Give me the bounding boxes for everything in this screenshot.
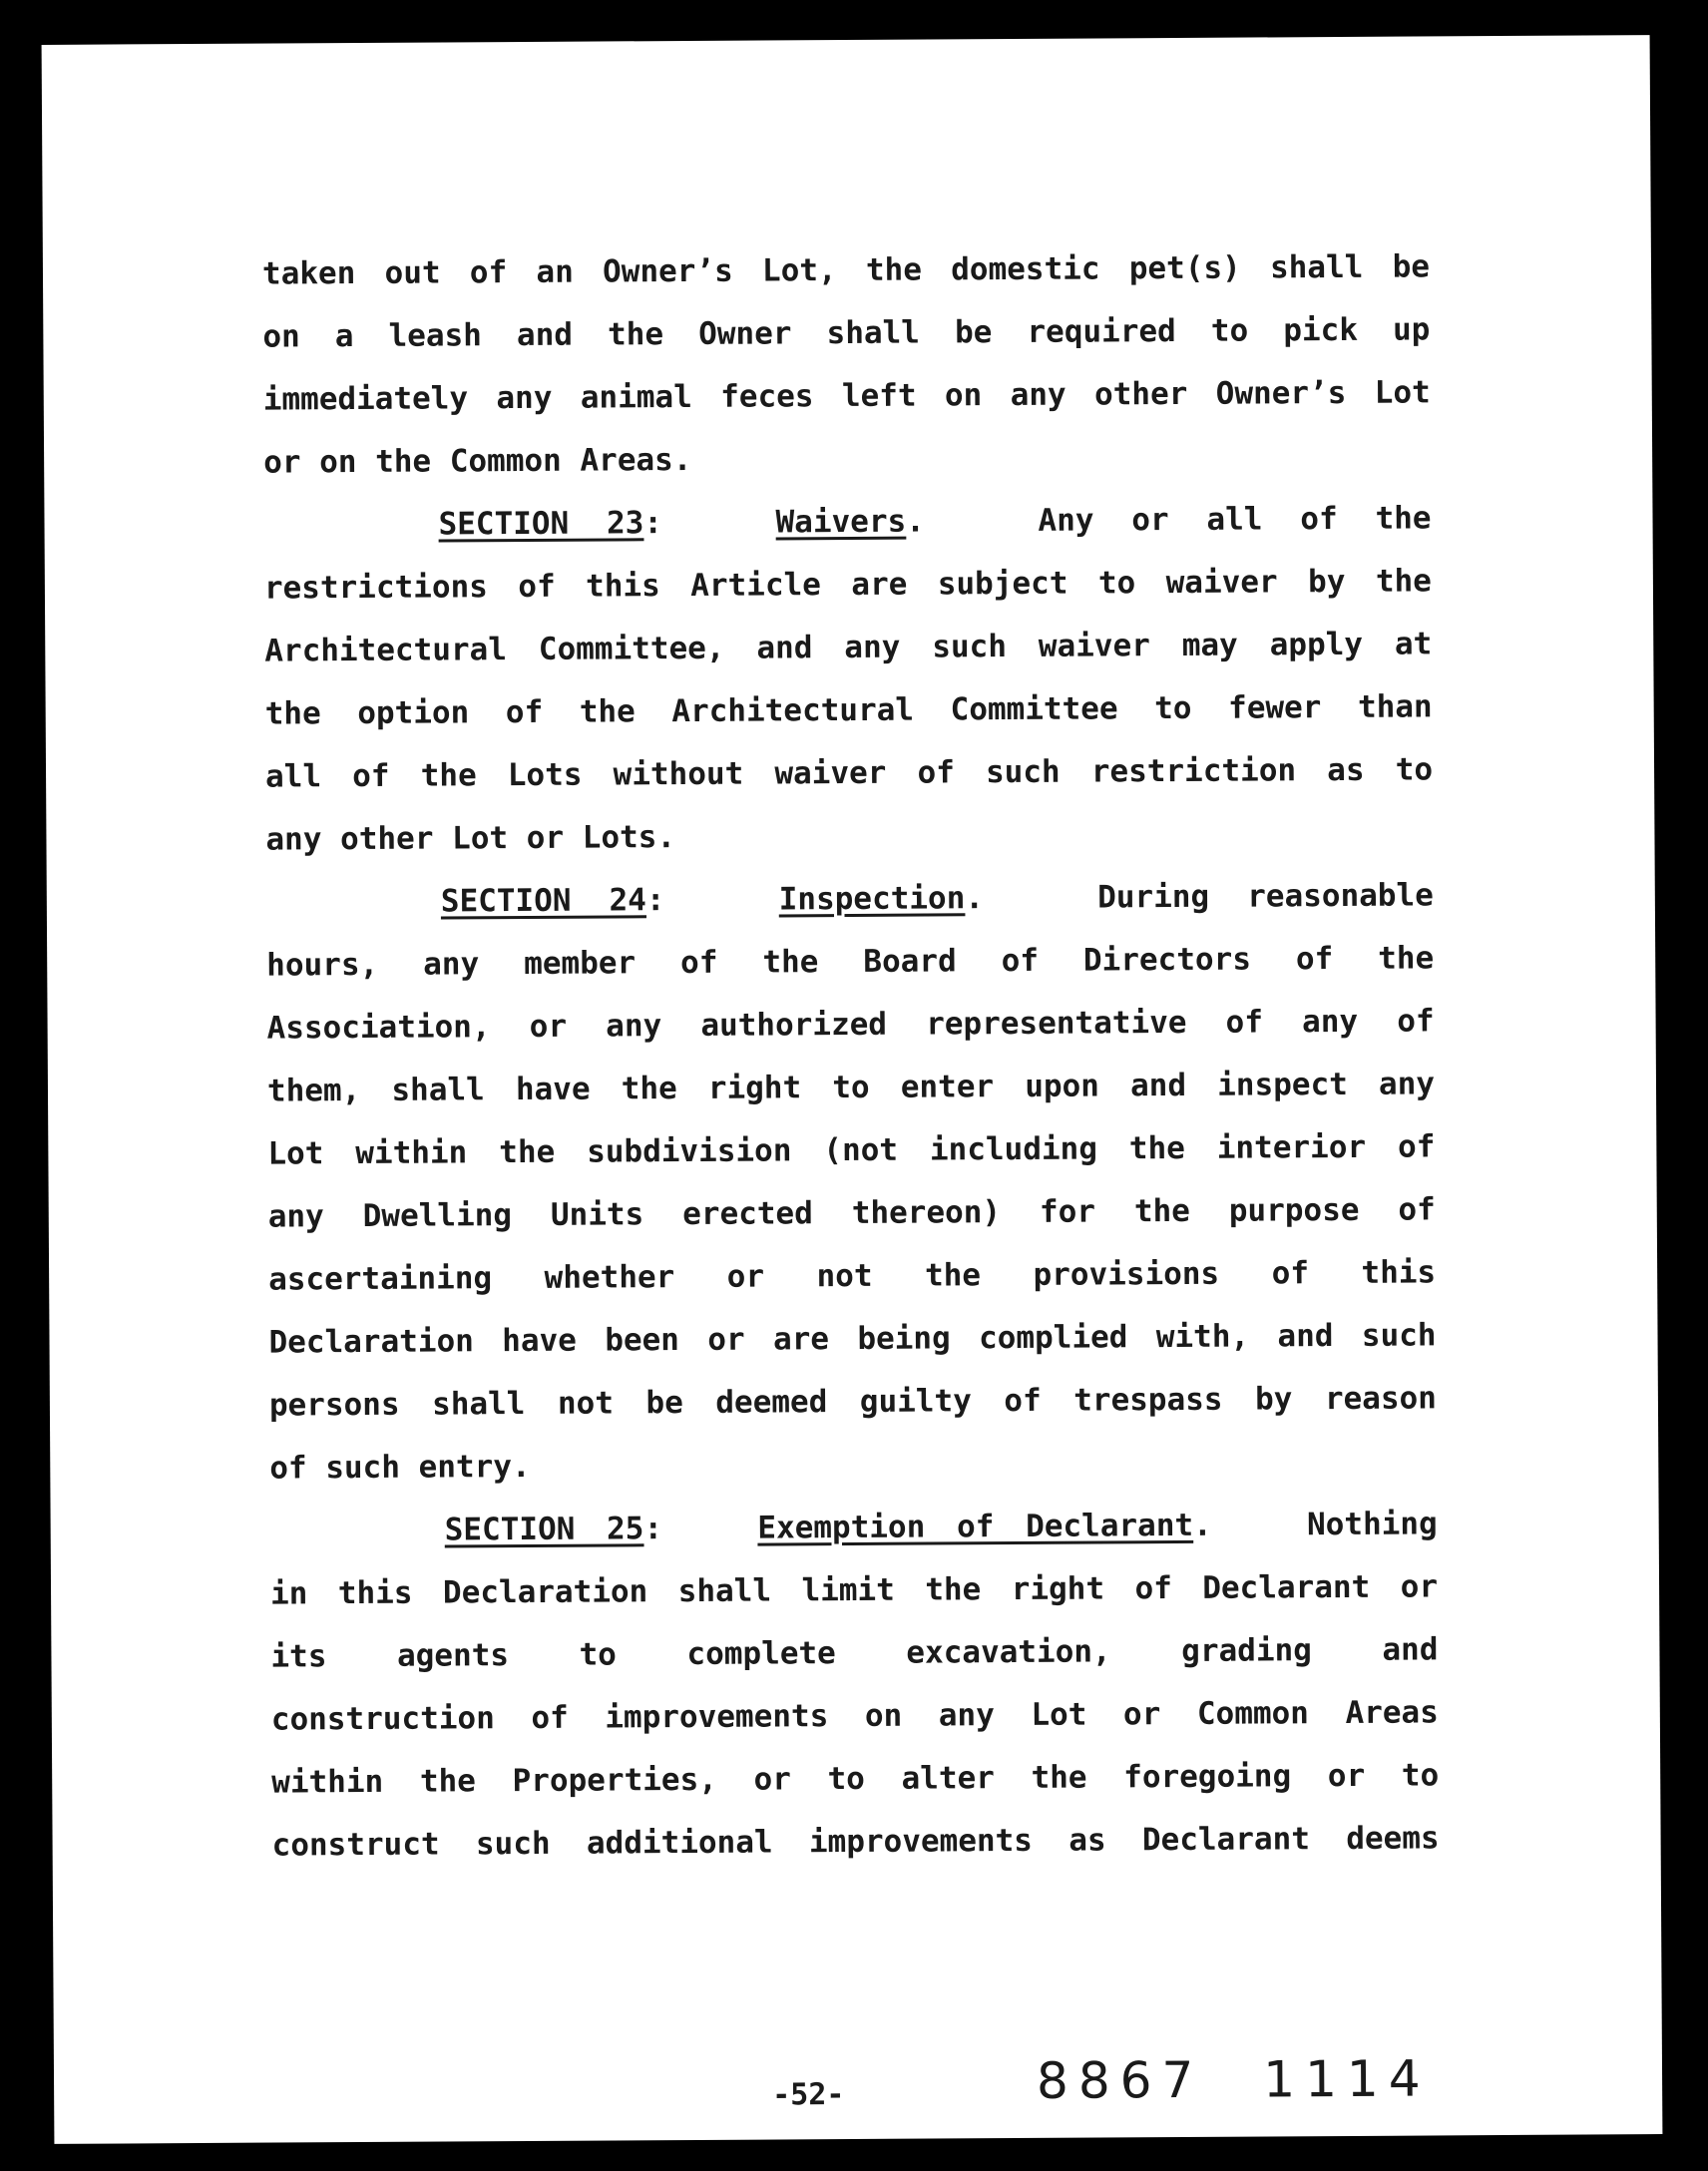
text-line: them, shall have the right to enter upon and inspect any (266, 1066, 1436, 1109)
section-first-line-text: Nothing (1306, 1506, 1438, 1543)
section-label: SECTION 25 (444, 1511, 644, 1548)
text-line: the option of the Architectural Committee to fewer than (264, 688, 1433, 732)
section-heading-line: SECTION 25: Exemption of Declarant. Nothing (444, 1506, 1438, 1548)
section-heading: Exemption of Declarant (757, 1507, 1194, 1546)
paragraph-pet-leash (262, 235, 1432, 494)
text-line: restrictions of this Article are subject to waiver by the (263, 563, 1433, 607)
section-23 (263, 487, 1433, 871)
section-heading: Waivers (775, 503, 907, 541)
text-line: any other Lot or Lots. (265, 819, 676, 858)
recording-stamp (1037, 2049, 1431, 2109)
text-line: Declaration have been or are being complied with, and such (268, 1317, 1437, 1361)
text-line: within the Properties, or to alter the foregoing or to (271, 1757, 1440, 1801)
text-line: Association, or any authorized representative of any of (266, 1003, 1435, 1047)
section-label: SECTION 24 (440, 882, 646, 920)
text-line: construction of improvements on any Lot or Common Areas (270, 1694, 1439, 1738)
section-first-line-text: Any or all of the (1038, 500, 1432, 539)
text-line: persons shall not be deemed guilty of trespass by reason (268, 1380, 1438, 1424)
section-label: SECTION 23 (438, 505, 644, 543)
text-line: any Dwelling Units erected thereon) for the purpose of (267, 1191, 1436, 1235)
section-25 (270, 1493, 1440, 1877)
text-line: hours, any member of the Board of Directors of the (266, 940, 1435, 984)
text-line: or on the Common Areas. (263, 441, 692, 481)
text-line: Architectural Committee, and any such waiver may apply at (264, 626, 1433, 669)
text-line: ascertaining whether or not the provisions of this (268, 1254, 1437, 1298)
text-line: construct such additional improvements as Declarant deems (271, 1820, 1440, 1864)
section-heading-line: SECTION 23: Waivers. Any or all of the (438, 500, 1432, 543)
text-line: of such entry. (269, 1448, 531, 1487)
section-heading: Inspection (778, 880, 966, 918)
section-heading-line: SECTION 24: Inspection. During reasonable (440, 877, 1434, 920)
section-first-line-text: During reasonable (1097, 877, 1434, 916)
document-page (42, 35, 1663, 2144)
document-body (262, 235, 1440, 1877)
stamp-page-number: 1114 (1263, 2049, 1431, 2109)
stamp-book-number: 8867 (1036, 2050, 1204, 2110)
text-line: its agents to complete excavation, grading and (270, 1631, 1439, 1675)
text-line: taken out of an Owner’s Lot, the domestic pet(s) shall be (261, 248, 1431, 292)
text-line: immediately any animal feces left on any other Owner’s Lot (262, 374, 1431, 418)
text-line: in this Declaration shall limit the right of Declarant or (269, 1568, 1439, 1612)
text-line: Lot within the subdivision (not including the interior of (267, 1128, 1436, 1172)
section-24 (266, 864, 1438, 1500)
text-line: on a leash and the Owner shall be required to pick up (262, 311, 1431, 355)
text-line: all of the Lots without waiver of such restriction as to (264, 751, 1434, 795)
page-number: -52- (772, 2077, 845, 2113)
